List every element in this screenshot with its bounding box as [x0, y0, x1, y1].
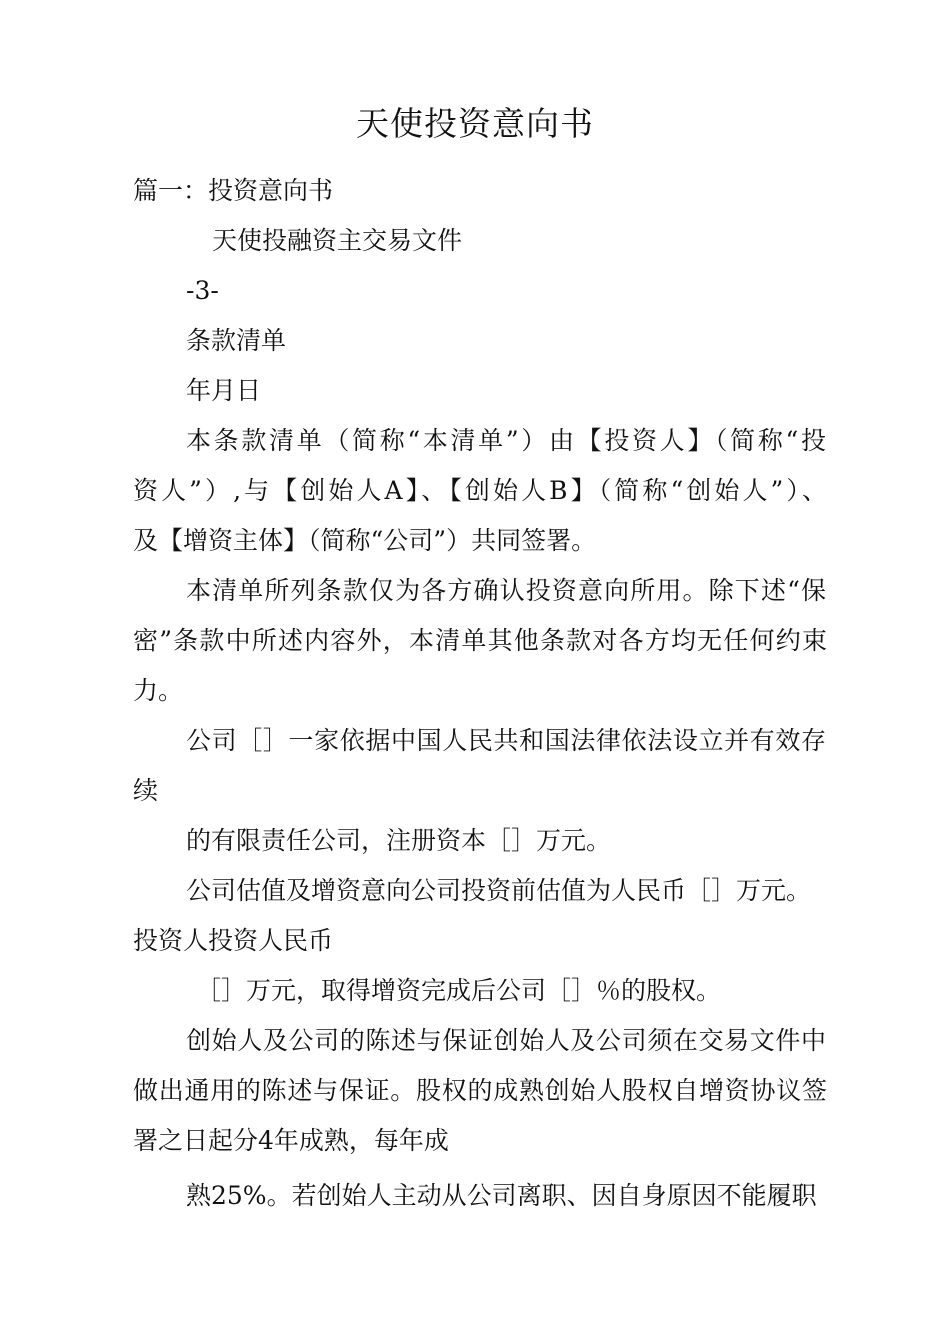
paragraph-line: 熟25%。若创始人主动从公司离职、因自身原因不能履职 — [186, 1181, 817, 1210]
paragraph-line: 公司［］一家依据中国人民共和国法律依法设立并有效存 — [186, 726, 826, 755]
subtitle-line: 天使投融资主交易文件 — [212, 226, 463, 255]
paragraph-line: 资人”）,与【创始人A】、【创始人B】（简称“创始人”）、 — [133, 476, 827, 505]
page-number-line: -3- — [186, 276, 219, 305]
paragraph-line: 做出通用的陈述与保证。股权的成熟创始人股权自增资协议签 — [133, 1076, 827, 1105]
paragraph-line: 力。 — [133, 676, 184, 705]
paragraph-line: 署之日起分4年成熟，每年成 — [133, 1126, 449, 1155]
paragraph-line: 投资人投资人民币 — [133, 926, 334, 955]
document-title: 天使投资意向书 — [356, 104, 594, 143]
paragraph-line: 及【增资主体】（简称“公司”）共同签署。 — [133, 526, 597, 555]
date-line: 年月日 — [186, 376, 262, 405]
paragraph-line: 本条款清单（简称“本清单”）由【投资人】（简称“投 — [186, 426, 826, 455]
paragraph-line: 创始人及公司的陈述与保证创始人及公司须在交易文件中 — [186, 1026, 826, 1055]
paragraph-line: 本清单所列条款仅为各方确认投资意向所用。除下述“保 — [186, 576, 826, 605]
paragraph-line: 公司估值及增资意向公司投资前估值为人民币［］万元。 — [186, 876, 812, 905]
paragraph-line: 密”条款中所述内容外，本清单其他条款对各方均无任何约束 — [133, 626, 827, 655]
paragraph-line: 的有限责任公司，注册资本［］万元。 — [186, 826, 612, 855]
section-heading: 篇一：投资意向书 — [133, 176, 334, 205]
term-sheet-heading: 条款清单 — [186, 326, 287, 355]
paragraph-line: ［］万元，取得增资完成后公司［］％的股权。 — [196, 976, 722, 1005]
paragraph-line: 续 — [133, 776, 159, 805]
